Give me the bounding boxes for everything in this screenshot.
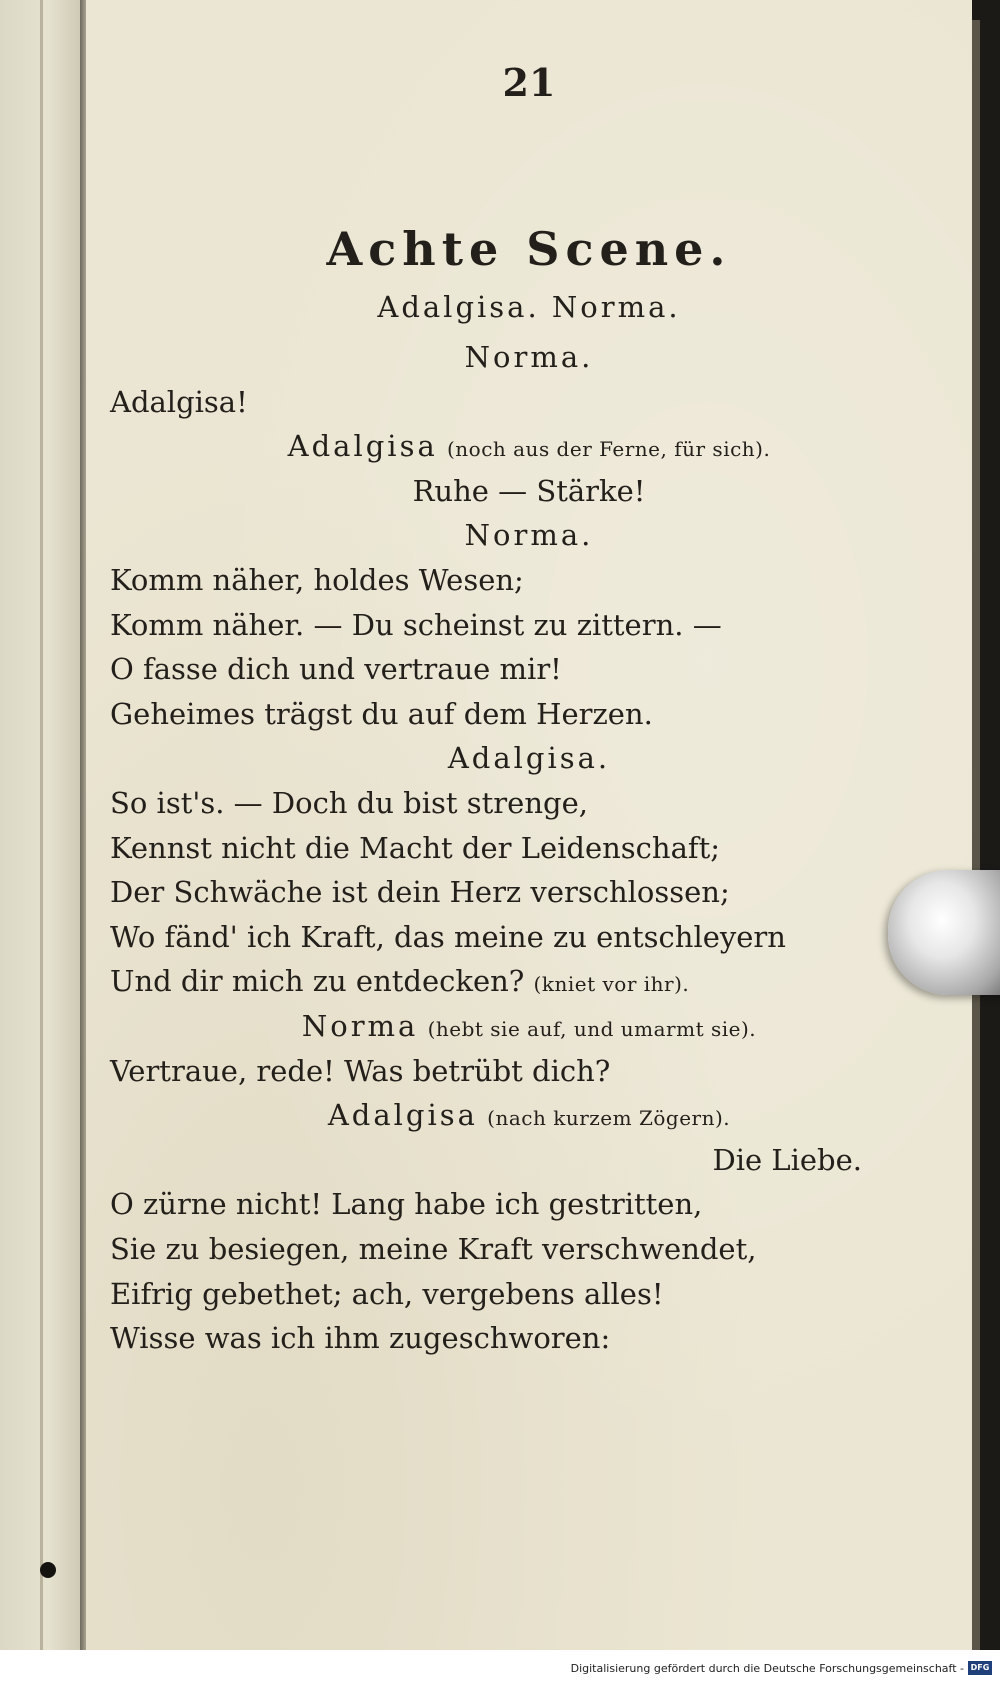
stage-direction: (kniet vor ihr). bbox=[533, 972, 690, 996]
verse-line: Der Schwäche ist dein Herz verschlossen; bbox=[110, 875, 730, 909]
punch-hole bbox=[40, 1562, 56, 1578]
scene-title: Achte Scene. bbox=[326, 222, 732, 276]
speaker-name: Adalgisa bbox=[287, 429, 438, 463]
verse-with-direction bbox=[110, 964, 689, 998]
verse-line: Die Liebe. bbox=[712, 1143, 862, 1177]
verse-text: Und dir mich zu entdecken? bbox=[110, 964, 525, 998]
verse-line: Adalgisa! bbox=[110, 385, 248, 419]
cast-list: Adalgisa. Norma. bbox=[377, 290, 681, 324]
stage-direction: (noch aus der Ferne, für sich). bbox=[446, 437, 771, 461]
page-number: 21 bbox=[502, 60, 556, 105]
verse-line: Wisse was ich ihm zugeschworen: bbox=[110, 1321, 611, 1355]
verse-line: Geheimes trägst du auf dem Herzen. bbox=[110, 697, 653, 731]
footer-credit: Digitalisierung gefördert durch die Deutsche Forschungsgemeinschaft - bbox=[570, 1662, 964, 1675]
page-content bbox=[86, 0, 972, 1650]
verse-line: Eifrig gebethet; ach, vergebens alles! bbox=[110, 1277, 664, 1311]
footer-bar bbox=[0, 1650, 1000, 1688]
verse-line: Vertraue, rede! Was betrübt dich? bbox=[110, 1054, 611, 1088]
page-right-edge bbox=[972, 20, 980, 1650]
page-clip bbox=[888, 870, 1000, 995]
speaker-with-direction bbox=[86, 429, 972, 463]
speaker-name: Norma bbox=[301, 1009, 419, 1043]
left-page-edge bbox=[0, 0, 80, 1650]
speaker-name: Adalgisa bbox=[327, 1098, 478, 1132]
stage-direction: (hebt sie auf, und umarmt sie). bbox=[427, 1017, 757, 1041]
verse-line: Sie zu besiegen, meine Kraft verschwendet, bbox=[110, 1232, 757, 1266]
verse-line: So ist's. — Doch du bist strenge, bbox=[110, 786, 588, 820]
verse-line: Komm näher, holdes Wesen; bbox=[110, 563, 524, 597]
verse-line: Wo fänd' ich Kraft, das meine zu entschleyern bbox=[110, 920, 786, 954]
speaker-name: Norma. bbox=[464, 518, 594, 552]
verse-line: O fasse dich und vertraue mir! bbox=[110, 652, 562, 686]
verse-line: Kennst nicht die Macht der Leidenschaft; bbox=[110, 831, 721, 865]
verse-line: O zürne nicht! Lang habe ich gestritten, bbox=[110, 1187, 703, 1221]
verse-line: Komm näher. — Du scheinst zu zittern. — bbox=[110, 608, 722, 642]
speaker-name: Norma. bbox=[464, 340, 594, 374]
dfg-logo-icon: DFG bbox=[968, 1661, 992, 1675]
speaker-name: Adalgisa. bbox=[447, 741, 611, 775]
verse-line: Ruhe — Stärke! bbox=[412, 474, 646, 508]
left-page-fold bbox=[40, 0, 43, 1650]
stage-direction: (nach kurzem Zögern). bbox=[487, 1106, 731, 1130]
speaker-with-direction bbox=[86, 1009, 972, 1043]
speaker-with-direction bbox=[86, 1098, 972, 1132]
